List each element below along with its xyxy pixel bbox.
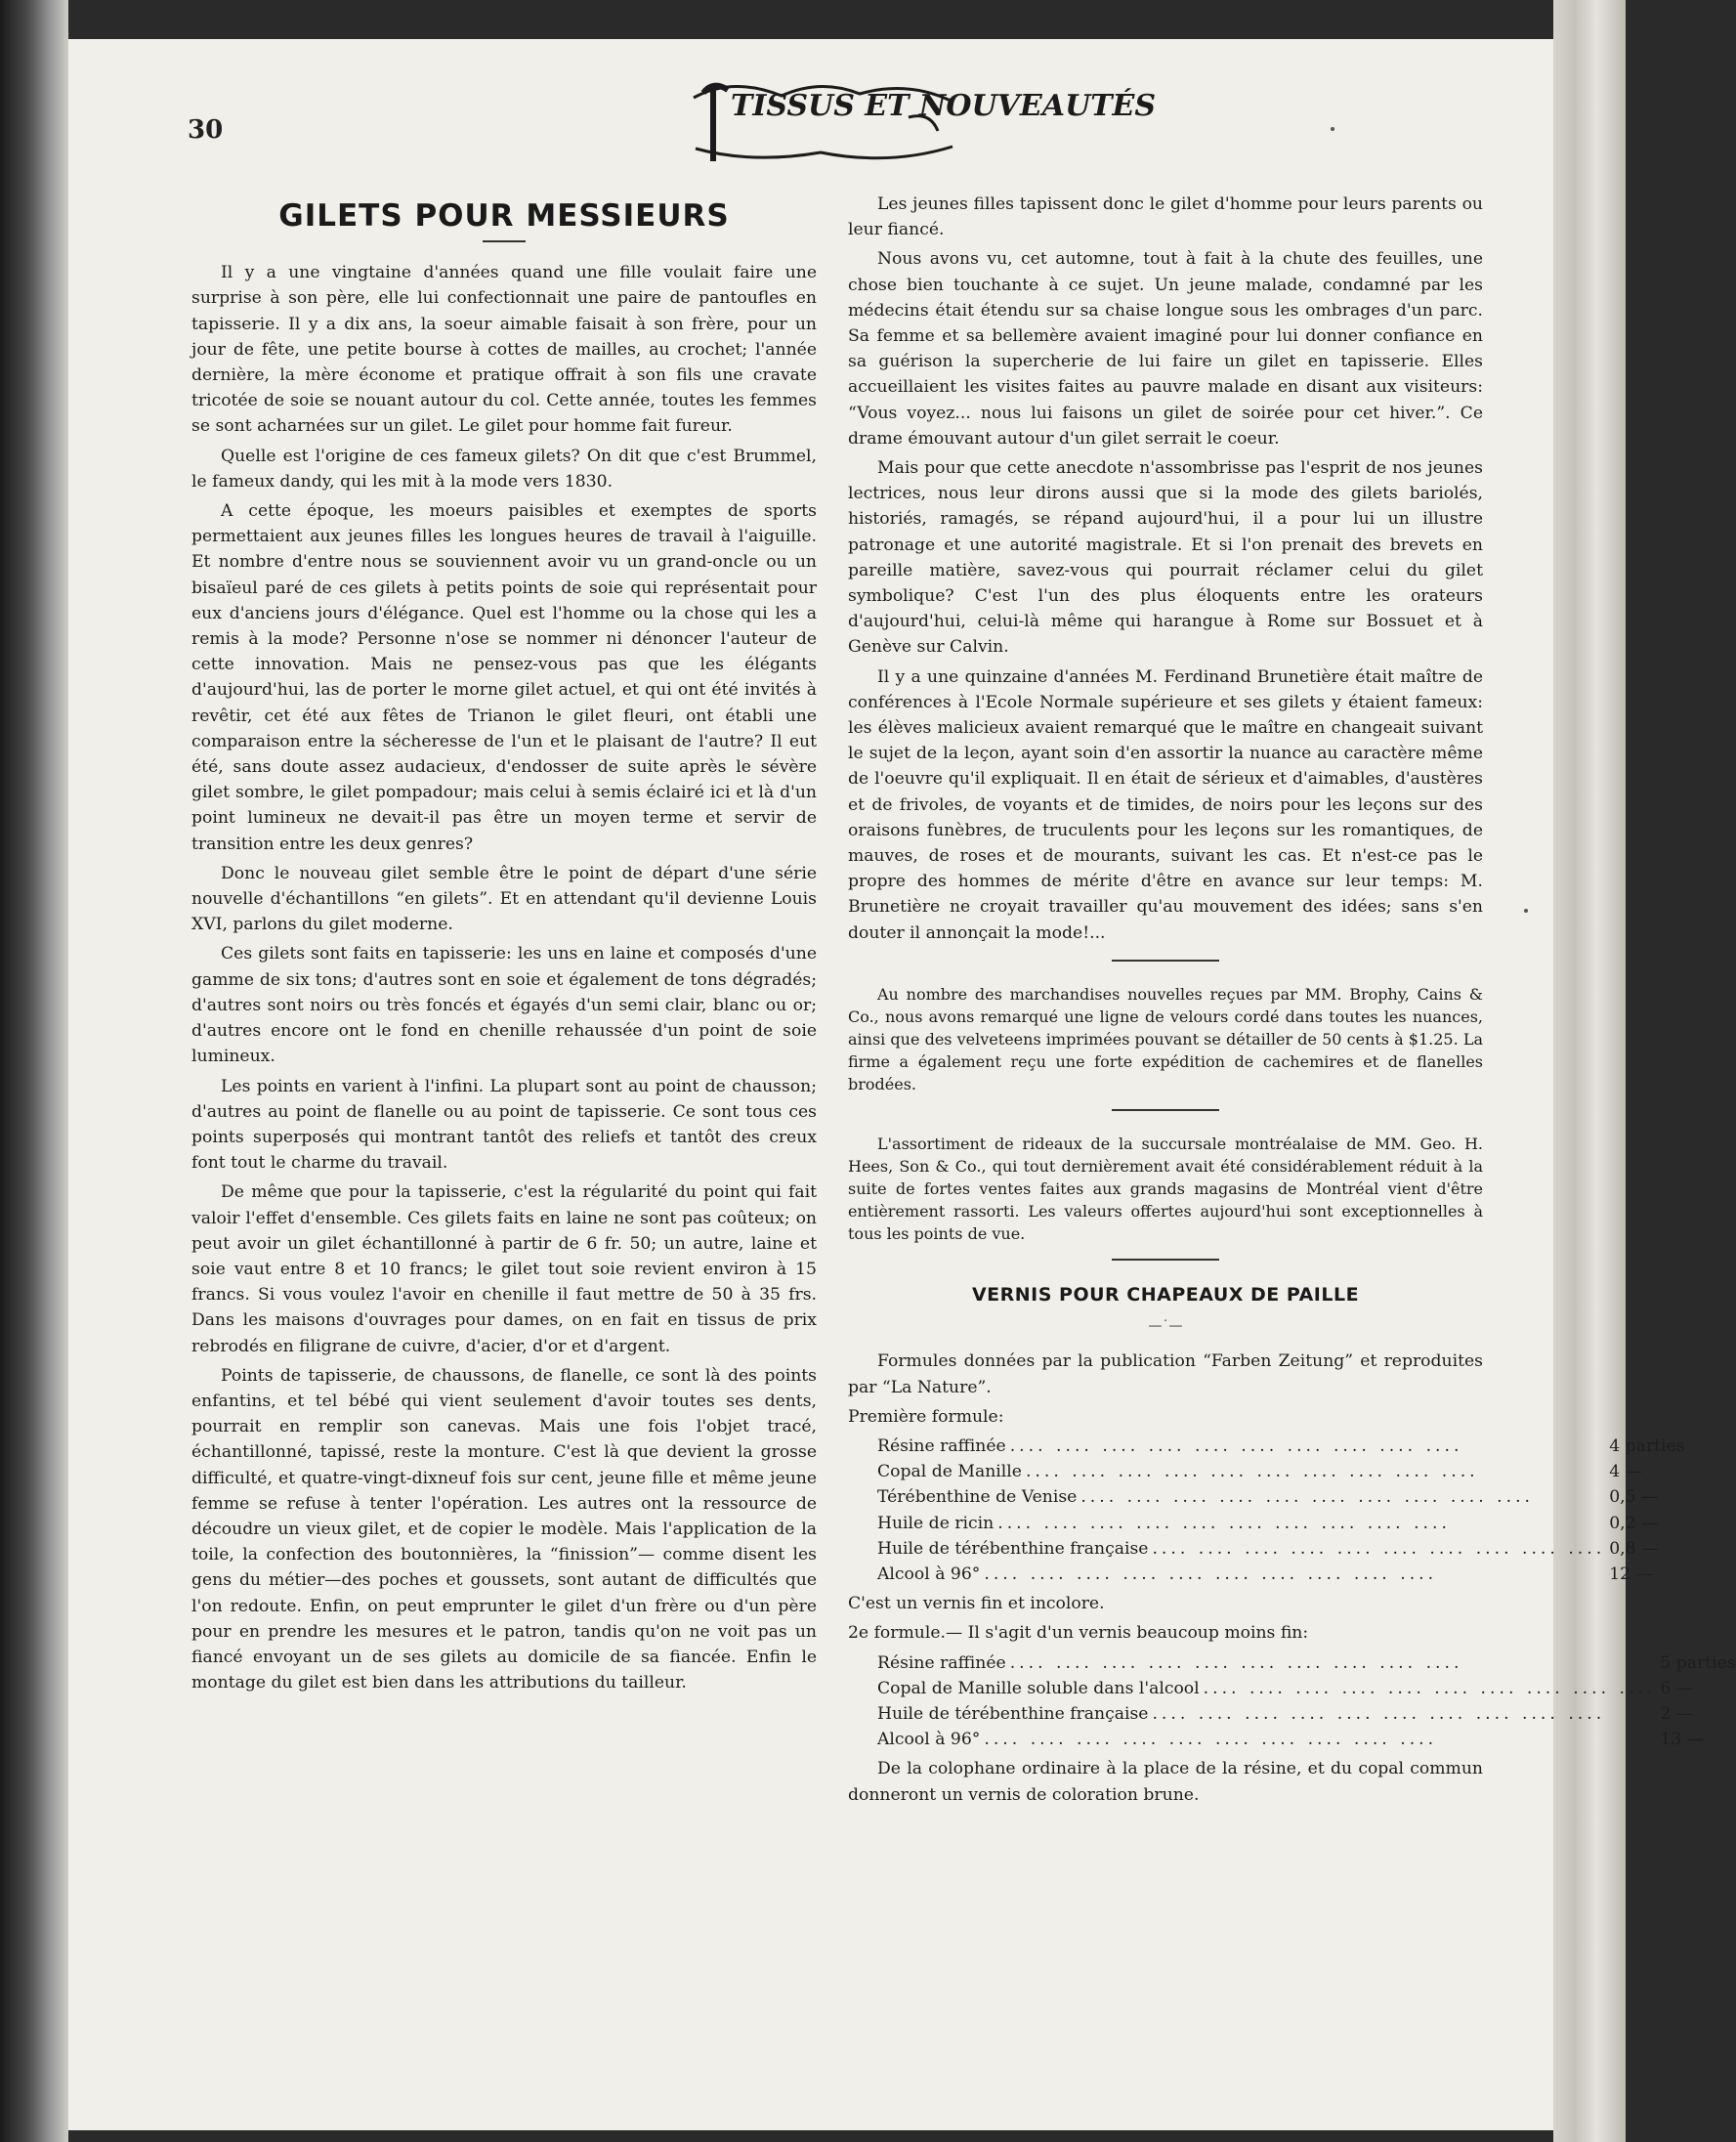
- ingredient-cell: [877, 1676, 1660, 1701]
- vernis-intro: Formules données par la publication “Farben Zeitung” et reproduites par “La Nature”.: [848, 1351, 1483, 1397]
- print-speck: [1524, 909, 1528, 913]
- ingredient-row: [877, 1650, 1736, 1676]
- notice-text: L'assortiment de rideaux de la succursale montréalaise de MM. Geo. H. Hees, Son & Co., qui tout dernièrement avait été considérablement réduit à la suite de fortes ventes faites aux grands magasins de Montréal vient d'être entièrement rassorti. Les valeurs offertes aujourd'hui sont exceptionnelles à tous les points de vue.: [848, 1134, 1483, 1243]
- ingredient-quantity: 13 —: [1660, 1730, 1704, 1750]
- book-binding-edge: [0, 0, 68, 2142]
- print-speck: [1331, 127, 1334, 131]
- ingredient-row: [877, 1484, 1684, 1510]
- leader-dots: .... .... .... .... .... .... .... .... .... ....: [984, 1564, 1438, 1584]
- leader-dots: .... .... .... .... .... .... .... .... .... ....: [1152, 1538, 1606, 1559]
- ingredient-line: [877, 1536, 1609, 1562]
- article-paragraph: Donc le nouveau gilet semble être le point de départ d'une série nouvelle d'échantillons “en gilets”. Et en attendant qu'il devienne Louis XVI, parlons du gilet moderne.: [191, 863, 817, 935]
- masthead-text: TISSUS ET NOUVEAUTÉS: [731, 89, 1157, 123]
- ingredient-quantity: 2 —: [1660, 1703, 1693, 1724]
- leader-dots: .... .... .... .... .... .... .... .... .... ....: [984, 1730, 1438, 1750]
- ingredient-name: Huile de ricin: [877, 1513, 995, 1533]
- article-paragraph: Nous avons vu, cet automne, tout à fait à la chute des feuilles, une chose bien touchante à ce sujet. Un jeune malade, condamné par les médecins était étendu sur sa chaise longue sous les ombrages d'un parc. Sa femme et sa bellemère avaient imaginé pour lui donner confiance en sa guérison la supercherie de lui faire un gilet en tapisserie. Elles accueillaient les visites faites au pauvre malade en disant aux visiteurs: “Vous voyez... nous lui faisons un gilet de soirée pour cet hiver.”. Ce drame émouvant autour d'un gilet serrait le coeur.: [848, 249, 1483, 449]
- ingredient-row: [877, 1676, 1736, 1701]
- ingredient-name: Huile de térébenthine française: [877, 1538, 1149, 1559]
- article-paragraph: A cette époque, les moeurs paisibles et exemptes de sports permettaient aux jeunes filles les longues heures de travail à l'aiguille. Et nombre d'entre nous se souviennent avoir vu un grand-oncle ou un bisaïeul paré de ces gilets à petits points de soie qui représentait pour eux d'anciens jours d'élégance. Quel est l'homme ou la chose qui les a remis à la mode? Personne n'ose se nommer ni dénoncer l'auteur de cette innovation. Mais ne pensez-vous pas que les élégants d'aujourd'hui, las de porter le morne gilet actuel, et qui ont été invités à revêtir, cet été aux fêtes de Trianon le gilet fleuri, ont établi une comparaison entre la sécheresse de l'un et le plaisant de l'autre? Il eut été, sans doute assez audacieux, d'endosser de suite après le sévère gilet sombre, le gilet pompadour; mais celui à semis éclairé ici et là d'un point lumineux ne devait-il pas être un moyen terme et servir de transition entre les deux genres?: [191, 501, 817, 854]
- ingredient-line: [877, 1484, 1609, 1510]
- ingredient-quantity: 4 —: [1609, 1462, 1642, 1482]
- ingredient-cell: [877, 1650, 1660, 1676]
- leader-dots: .... .... .... .... .... .... .... .... .... ....: [1080, 1487, 1535, 1508]
- ornament-icon: —˙—: [1148, 1318, 1183, 1335]
- article-paragraph: De même que pour la tapisserie, c'est la régularité du point qui fait valoir l'effet d'ensemble. Ces gilets faits en laine ne sont pas coûteux; on peut avoir un gilet échantillonné à partir de 6 fr. 50; un autre, laine et soie vaut entre 8 et 10 francs; le gilet tout soie revient environ à 15 francs. Si vous voulez l'avoir en chenille il faut mettre de 50 à 35 frs. Dans les maisons d'ouvrages pour dames, on en fait en tissus de prix rebrodés en filigrane de cuivre, d'acier, d'or et d'argent.: [191, 1182, 817, 1356]
- ingredient-name: Copal de Manille soluble dans l'alcool: [877, 1678, 1200, 1698]
- ingredient-quantity: 0,5 —: [1609, 1487, 1659, 1508]
- ingredient-row: [877, 1511, 1684, 1536]
- leader-dots: .... .... .... .... .... .... .... .... .... ....: [1009, 1435, 1463, 1456]
- ingredient-cell: [877, 1562, 1609, 1587]
- article-paragraph: Points de tapisserie, de chaussons, de flanelle, ce sont là des points enfantins, et tel bébé qui vient seulement d'avoir toutes ses dents, pourrait en remplir son canevas. Mais une fois l'objet tracé, échantillonné, tapissé, reste la monture. C'est là que devient la grosse difficulté, et quatre-vingt-dixneuf fois sur cent, jeune fille et même jeune femme se refuse à tenter l'opération. Les autres ont la ressource de découdre un vieux gilet, et de copier le modèle. Mais l'application de la toile, la confection des boutonnières, la “finission”— comme disent les gens du métier—des poches et goussets, sont autant de difficultés que l'on redoute. Enfin, on peut emprunter le gilet d'un frère ou d'un père pour en prendre les mesures et le patron, tandis qu'on ne voit pas un fiancé envoyant un de ses gilets au domicile de sa fiancée. Enfin le montage du gilet est bien dans les attributions du tailleur.: [191, 1365, 817, 1693]
- ingredient-line: [877, 1676, 1660, 1701]
- formula1-table: [877, 1434, 1684, 1587]
- article-title: GILETS POUR MESSIEURS: [278, 198, 730, 234]
- ingredient-cell: [877, 1701, 1660, 1727]
- ingredient-row: [877, 1536, 1684, 1562]
- formula1-note: C'est un vernis fin et incolore.: [848, 1594, 1105, 1614]
- leader-dots: .... .... .... .... .... .... .... .... .... ....: [1203, 1678, 1657, 1698]
- ingredient-quantity: 0,8 —: [1609, 1538, 1659, 1559]
- article-paragraph: Quelle est l'origine de ces fameux gilets? On dit que c'est Brummel, le fameux dandy, qui les mit à la mode vers 1830.: [191, 446, 817, 492]
- ingredient-cell: [877, 1459, 1609, 1484]
- leader-dots: .... .... .... .... .... .... .... .... .... ....: [1025, 1462, 1479, 1482]
- formula1-label: Première formule:: [848, 1406, 1004, 1427]
- page-stack-edge: [1553, 0, 1626, 2142]
- ingredient-line: [877, 1727, 1660, 1752]
- ingredient-name: Alcool à 96°: [877, 1564, 981, 1584]
- ingredient-row: [877, 1727, 1736, 1752]
- ingredient-cell: [877, 1434, 1609, 1459]
- notice-text: Au nombre des marchandises nouvelles reçues par MM. Brophy, Cains & Co., nous avons remarqué une ligne de velours cordé dans toutes les nuances, ainsi que des velveteens imprimées pouvant se détailler de 50 cents à $1.25. La firme a également reçu une forte expédition de cachemires et de flanelles brodées.: [848, 984, 1483, 1093]
- vernis-title: VERNIS POUR CHAPEAUX DE PAILLE: [971, 1283, 1360, 1306]
- right-column: [848, 192, 1736, 1812]
- ingredient-cell: [877, 1511, 1609, 1536]
- ingredient-name: Résine raffinée: [877, 1435, 1006, 1456]
- ingredient-row: [877, 1701, 1736, 1727]
- ingredient-name: Alcool à 96°: [877, 1730, 981, 1750]
- ingredient-row: [877, 1562, 1684, 1587]
- title-rule: [483, 240, 526, 242]
- formula2-label: 2e formule.— Il s'agit d'un vernis beaucoup moins fin:: [848, 1623, 1309, 1644]
- ingredient-name: Copal de Manille: [877, 1462, 1022, 1482]
- ingredient-name: Huile de térébenthine française: [877, 1703, 1149, 1724]
- ingredient-line: [877, 1459, 1609, 1484]
- notice-hees: [848, 1133, 1483, 1245]
- leader-dots: .... .... .... .... .... .... .... .... .... ....: [1152, 1703, 1606, 1724]
- ingredient-quantity: 6 —: [1660, 1678, 1693, 1698]
- article-paragraph: Ces gilets sont faits en tapisserie: les uns en laine et composés d'une gamme de six tons; d'autres sont en soie et également de tons dégradés; d'autres sont noirs ou très foncés et égayés d'un semi clair, blanc ou or; d'autres encore ont le fond en chenille rehaussée d'un point de soie lumineux.: [191, 944, 817, 1067]
- section-divider: [1112, 1259, 1219, 1261]
- section-divider: [1112, 960, 1219, 962]
- ingredient-row: [877, 1434, 1684, 1459]
- ingredient-line: [877, 1434, 1609, 1459]
- ingredient-name: Résine raffinée: [877, 1652, 1006, 1673]
- ingredient-line: [877, 1701, 1660, 1727]
- ingredient-line: [877, 1650, 1660, 1676]
- ingredient-cell: [877, 1536, 1609, 1562]
- section-divider: [1112, 1109, 1219, 1111]
- vernis-closing: De la colophane ordinaire à la place de la résine, et du copal commun donneront un vernis de coloration brune.: [848, 1759, 1483, 1805]
- ingredient-quantity: 5 parties: [1660, 1652, 1736, 1673]
- ingredient-line: [877, 1562, 1609, 1587]
- ingredient-row: [877, 1459, 1684, 1484]
- ingredient-quantity: 0,2 —: [1609, 1513, 1659, 1533]
- article-paragraph: Les jeunes filles tapissent donc le gilet d'homme pour leurs parents ou leur fiancé.: [848, 194, 1483, 240]
- article-paragraph: Les points en varient à l'infini. La plupart sont au point de chausson; d'autres au point de flanelle ou au point de tapisserie. Ce sont tous ces points superposés qui montrant tantôt des reliefs et tantôt des creux font tout le charme du travail.: [191, 1076, 817, 1174]
- leader-dots: .... .... .... .... .... .... .... .... .... ....: [997, 1513, 1451, 1533]
- ingredient-name: Térébenthine de Venise: [877, 1487, 1078, 1508]
- ingredient-cell: [877, 1484, 1609, 1510]
- masthead-logo: [674, 68, 1157, 176]
- left-column: [191, 195, 817, 1699]
- ingredient-cell: [877, 1727, 1660, 1752]
- ingredient-line: [877, 1511, 1609, 1536]
- article-paragraph: Il y a une quinzaine d'années M. Ferdinand Brunetière était maître de conférences à l'Ecole Normale supérieure et ses gilets y étaient fameux: les élèves malicieux avaient remarqué que le maître en changeait suivant le sujet de la leçon, ayant soin d'en assortir la nuance au caractère même de l'oeuvre qu'il expliquait. Il en était de sérieux et d'aimables, d'austères et de frivoles, de voyants et de timides, de noirs pour les leçons sur des oraisons funèbres, de truculents pour les leçons sur les romantiques, de mauves, de roses et de mourants, suivant les cas. Et n'est-ce pas le propre des hommes de mérite d'être en avance sur leur temps: M. Brunetière ne croyait travailler qu'au mouvement des idées; sans s'en douter il annonçait la mode!...: [848, 666, 1483, 943]
- leader-dots: .... .... .... .... .... .... .... .... .... ....: [1009, 1652, 1463, 1673]
- notice-brophy: [848, 983, 1483, 1095]
- formula2-table: [877, 1650, 1736, 1753]
- ingredient-quantity: 12 —: [1609, 1564, 1653, 1584]
- article-paragraph: Mais pour que cette anecdote n'assombrisse pas l'esprit de nos jeunes lectrices, nous leur dirons aussi que si la mode des gilets bariolés, historiés, ramagés, se répand aujourd'hui, il a pour lui un illustre patronage et une autorité magistrale. Et si l'on prenait des brevets en pareille matière, savez-vous qui pourrait réclamer celui du gilet symbolique? C'est l'un des plus éloquents entre les orateurs d'aujourd'hui, celui-là même qui harangue à Rome sur Bossuet et à Genève sur Calvin.: [848, 458, 1483, 658]
- page-number: 30: [188, 115, 224, 145]
- article-paragraph: Il y a une vingtaine d'années quand une fille voulait faire une surprise à son père, elle lui confectionnait une paire de pantoufles en tapisserie. Il y a dix ans, la soeur aimable faisait à son frère, pour un jour de fête, une petite bourse à cottes de mailles, au crochet; l'année dernière, la mère économe et pratique offrait à son fils une cravate tricotée de soie se nouant autour du col. Cette année, toutes les femmes se sont acharnées sur un gilet. Le gilet pour homme fait fureur.: [191, 263, 817, 437]
- ingredient-quantity: 4 parties: [1609, 1435, 1685, 1456]
